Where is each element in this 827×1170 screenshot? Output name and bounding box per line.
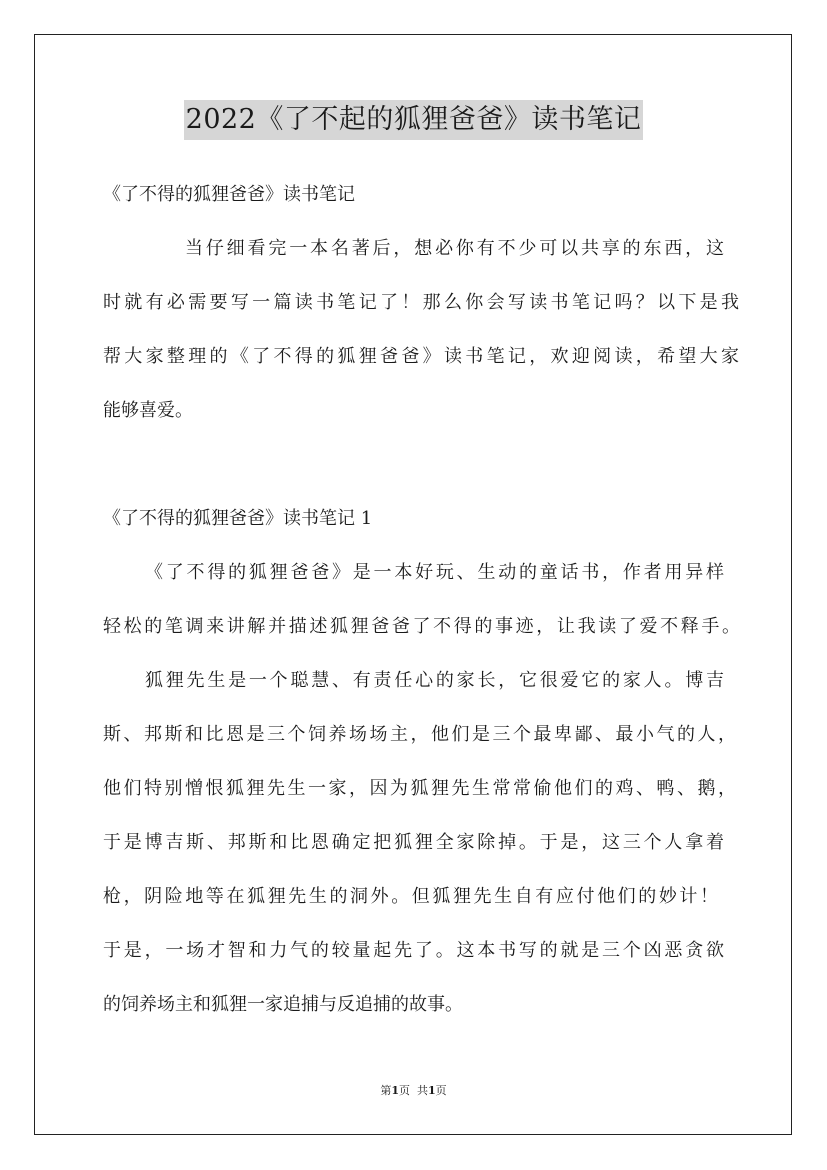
- subtitle: 《了不得的狐狸爸爸》读书笔记: [103, 184, 355, 205]
- document-title: 2022《了不起的狐狸爸爸》读书笔记: [184, 100, 644, 140]
- footer-page-prefix: 第: [380, 1084, 392, 1097]
- footer-page-total: 1: [428, 1084, 436, 1097]
- para2-line-6: 于是，一场才智和力气的较量起先了。这本书写的就是三个凶恶贪欲: [103, 940, 724, 961]
- intro-line-4: 能够喜爱。: [103, 400, 193, 421]
- page-footer: [0, 1084, 827, 1098]
- para2-line-5: 枪，阴险地等在狐狸先生的洞外。但狐狸先生自有应付他们的妙计！: [103, 886, 718, 907]
- para2-line-4: 于是博吉斯、邦斯和比恩确定把狐狸全家除掉。于是，这三个人拿着: [103, 832, 724, 853]
- para2-line-3: 他们特别憎恨狐狸先生一家，因为狐狸先生常常偷他们的鸡、鸭、鹅，: [103, 778, 736, 799]
- footer-page-mid: 页 共: [399, 1084, 428, 1097]
- para1-line-2: 轻松的笔调来讲解并描述狐狸爸爸了不得的事迹，让我读了爱不释手。: [103, 616, 740, 637]
- para1-line-1: 《了不得的狐狸爸爸》是一本好玩、生动的童话书，作者用异样: [145, 562, 724, 583]
- footer-page-current: 1: [391, 1084, 399, 1097]
- intro-line-1: 当仔细看完一本名著后，想必你有不少可以共享的东西，这: [185, 238, 724, 259]
- section-heading: 《了不得的狐狸爸爸》读书笔记 1: [103, 508, 373, 529]
- intro-line-3: 帮大家整理的《了不得的狐狸爸爸》读书笔记，欢迎阅读，希望大家: [103, 346, 739, 367]
- title-block: [0, 100, 827, 140]
- para2-line-1: 狐狸先生是一个聪慧、有责任心的家长，它很爱它的家人。博吉: [145, 670, 724, 691]
- intro-line-2: 时就有必需要写一篇读书笔记了！那么你会写读书笔记吗？以下是我: [103, 292, 739, 313]
- para2-line-7: 的饲养场主和狐狸一家追捕与反追捕的故事。: [103, 994, 463, 1015]
- footer-page-suffix: 页: [435, 1084, 447, 1097]
- para2-line-2: 斯、邦斯和比恩是三个饲养场场主，他们是三个最卑鄙、最小气的人，: [103, 724, 736, 745]
